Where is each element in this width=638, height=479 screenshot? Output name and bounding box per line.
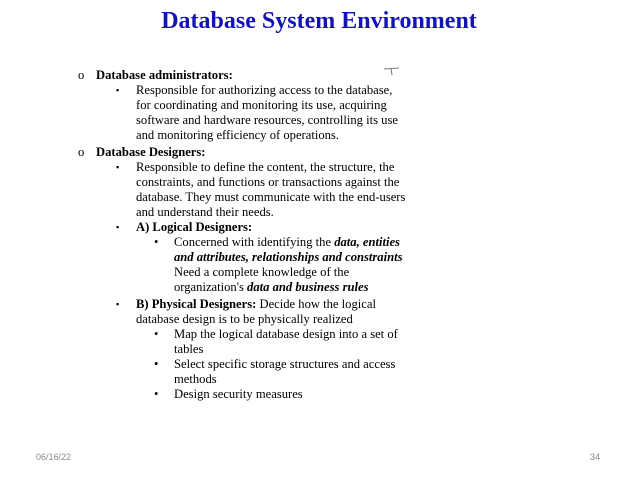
logical-concern-prefix: Concerned with identifying the bbox=[174, 235, 335, 249]
dba-heading: Database administrators: bbox=[96, 68, 233, 82]
physical-item bbox=[78, 357, 408, 387]
dba-description-item bbox=[78, 83, 408, 143]
logical-need-text bbox=[78, 265, 408, 295]
slide-date: 06/16/22 bbox=[36, 452, 72, 462]
logical-concern-item bbox=[78, 235, 408, 265]
section-dba bbox=[78, 68, 408, 83]
logical-need-emphasis: data and business rules bbox=[247, 280, 369, 294]
physical-designers-desc: Decide how the logical database design is to be physically realized bbox=[136, 297, 376, 326]
logical-concern-emphasis: data, entities and attributes, relationships and constraints bbox=[174, 235, 403, 264]
level3-bullet: • bbox=[154, 357, 159, 371]
physical-item-text: Design security measures bbox=[174, 387, 303, 401]
designers-heading: Database Designers: bbox=[96, 145, 206, 159]
physical-item bbox=[78, 327, 408, 357]
physical-designers-heading: B) Physical Designers: bbox=[136, 297, 257, 311]
section-designers bbox=[78, 145, 408, 160]
designers-description-item bbox=[78, 160, 408, 220]
level2-bullet: ▪ bbox=[116, 222, 120, 232]
level3-bullet: • bbox=[154, 387, 159, 401]
slide-title: Database System Environment bbox=[161, 8, 477, 34]
level3-bullet: • bbox=[154, 327, 159, 341]
slide-number: 34 bbox=[589, 452, 600, 462]
designers-description: Responsible to define the content, the structure, the constraints, and functions or transactions against the database. They must communicate with the end-users and understand their needs. bbox=[136, 160, 406, 219]
level2-bullet: ▪ bbox=[116, 299, 120, 309]
physical-item-text: Map the logical database design into a set of tables bbox=[174, 327, 398, 356]
logical-designers-item bbox=[78, 220, 408, 235]
level3-bullet: • bbox=[154, 235, 159, 249]
dba-description: Responsible for authorizing access to the database, for coordinating and monitoring its use, acquiring software and hardware resources, controlling its use and monitoring efficiency of operations. bbox=[136, 83, 398, 142]
logical-need-prefix: Need a complete knowledge of the organization's bbox=[174, 265, 350, 294]
level2-bullet: ▪ bbox=[116, 162, 120, 172]
level1-bullet: o bbox=[78, 145, 85, 159]
slide-content bbox=[78, 68, 408, 402]
physical-item bbox=[78, 387, 408, 402]
physical-designers-item bbox=[78, 297, 408, 327]
level1-bullet: o bbox=[78, 68, 85, 82]
level2-bullet: ▪ bbox=[116, 85, 120, 95]
logical-designers-heading: A) Logical Designers: bbox=[136, 220, 253, 234]
physical-item-text: Select specific storage structures and access methods bbox=[174, 357, 396, 386]
